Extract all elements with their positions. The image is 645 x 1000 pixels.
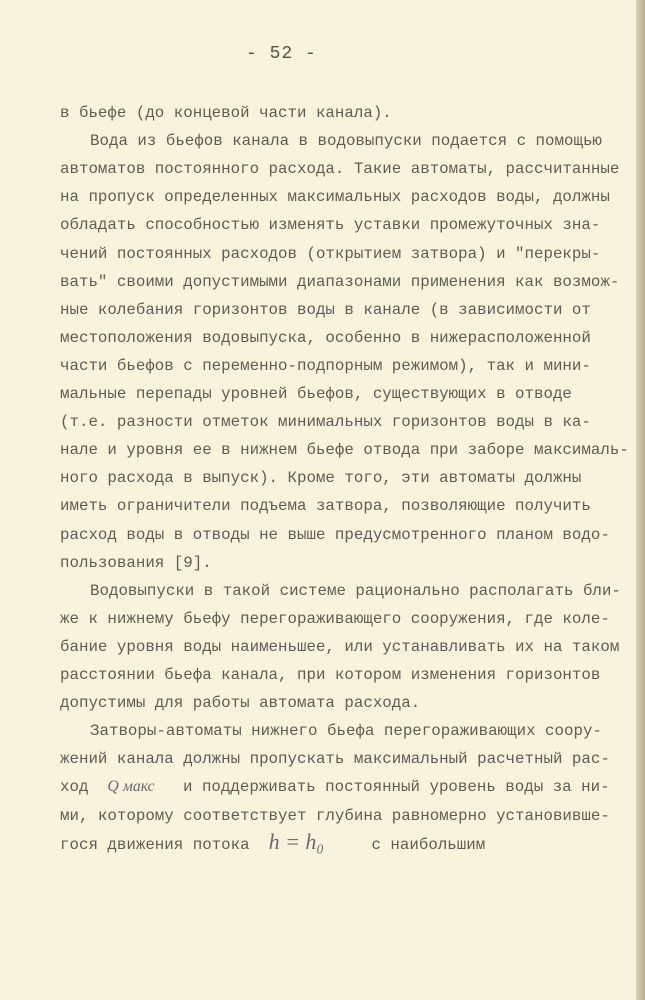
- text-span: с наибольшим: [324, 835, 486, 854]
- text-line: части бьефов с переменно-подпорным режимом), так и мини-: [60, 356, 591, 375]
- text-line: вать" своими допустимыми диапазонами применения как возмож-: [60, 272, 620, 291]
- page-number: - 52 -: [246, 44, 317, 64]
- text-line: ного расхода в выпуск). Кроме того, эти автоматы должны: [60, 469, 582, 488]
- text-line: пользования [9].: [60, 553, 212, 572]
- text-line: (т.е. разности отметок минимальных горизонтов воды в ка-: [60, 413, 591, 432]
- text-line: обладать способностью изменять уставки промежуточных зна-: [60, 216, 601, 235]
- text-line: мальные перепады уровней бьефов, существующих в отводе: [60, 385, 572, 403]
- text-line: автоматов постоянного расхода. Такие автоматы, рассчитанные: [60, 160, 620, 179]
- text-span: гося движения потока: [60, 835, 260, 854]
- text-line: расстоянии бьефа канала, при котором изменения горизонтов: [60, 666, 601, 684]
- text-line: иметь ограничители подъема затвора, позволяющие получить: [60, 497, 591, 516]
- text-line: Затворы-автоматы нижнего бьефа перегораживающих соору-: [90, 722, 602, 741]
- text-line: нале и уровня ее в нижнем бьефе отвода при заборе максималь-: [60, 441, 629, 460]
- formula-line-h: [60, 828, 486, 854]
- text-line: жений канала должны пропускать максимальный расчетный рас-: [60, 750, 610, 769]
- text-line: Водовыпуски в такой системе рационально располагать бли-: [90, 581, 621, 600]
- text-line: же к нижнему бьефу перегораживающего сооружения, где коле-: [60, 609, 610, 628]
- text-line: местоположения водовыпуска, особенно в нижерасположенной: [60, 328, 591, 347]
- page-edge: [636, 0, 645, 1000]
- text-line: допустимы для работы автомата расхода.: [60, 694, 421, 713]
- text-span: ход: [60, 778, 98, 797]
- text-line: в бьефе (до концевой части канала).: [60, 104, 392, 122]
- text-line: на пропуск определенных максимальных расходов воды, должны: [60, 188, 610, 207]
- text-line: расход воды в отводы не выше предусмотренного планом водо-: [60, 525, 610, 544]
- text-span: и поддерживать постоянный уровень воды за ни-: [164, 778, 610, 797]
- text-line: ные колебания горизонтов воды в канале (в зависимости от: [60, 300, 591, 319]
- formula-line-q-max: [60, 776, 610, 798]
- text-line: ми, которому соответствует глубина равномерно установивше-: [60, 806, 610, 825]
- math-q-max: Q макс: [107, 778, 155, 796]
- math-h-equals-h0: h = h₀: [268, 828, 325, 854]
- text-line: бание уровня воды наименьшее, или устанавливать их на таком: [60, 637, 620, 656]
- text-line: Вода из бьефов канала в водовыпуски подается с помощью: [90, 132, 602, 151]
- text-line: чений постоянных расходов (открытием затвора) и "перекры-: [60, 244, 601, 263]
